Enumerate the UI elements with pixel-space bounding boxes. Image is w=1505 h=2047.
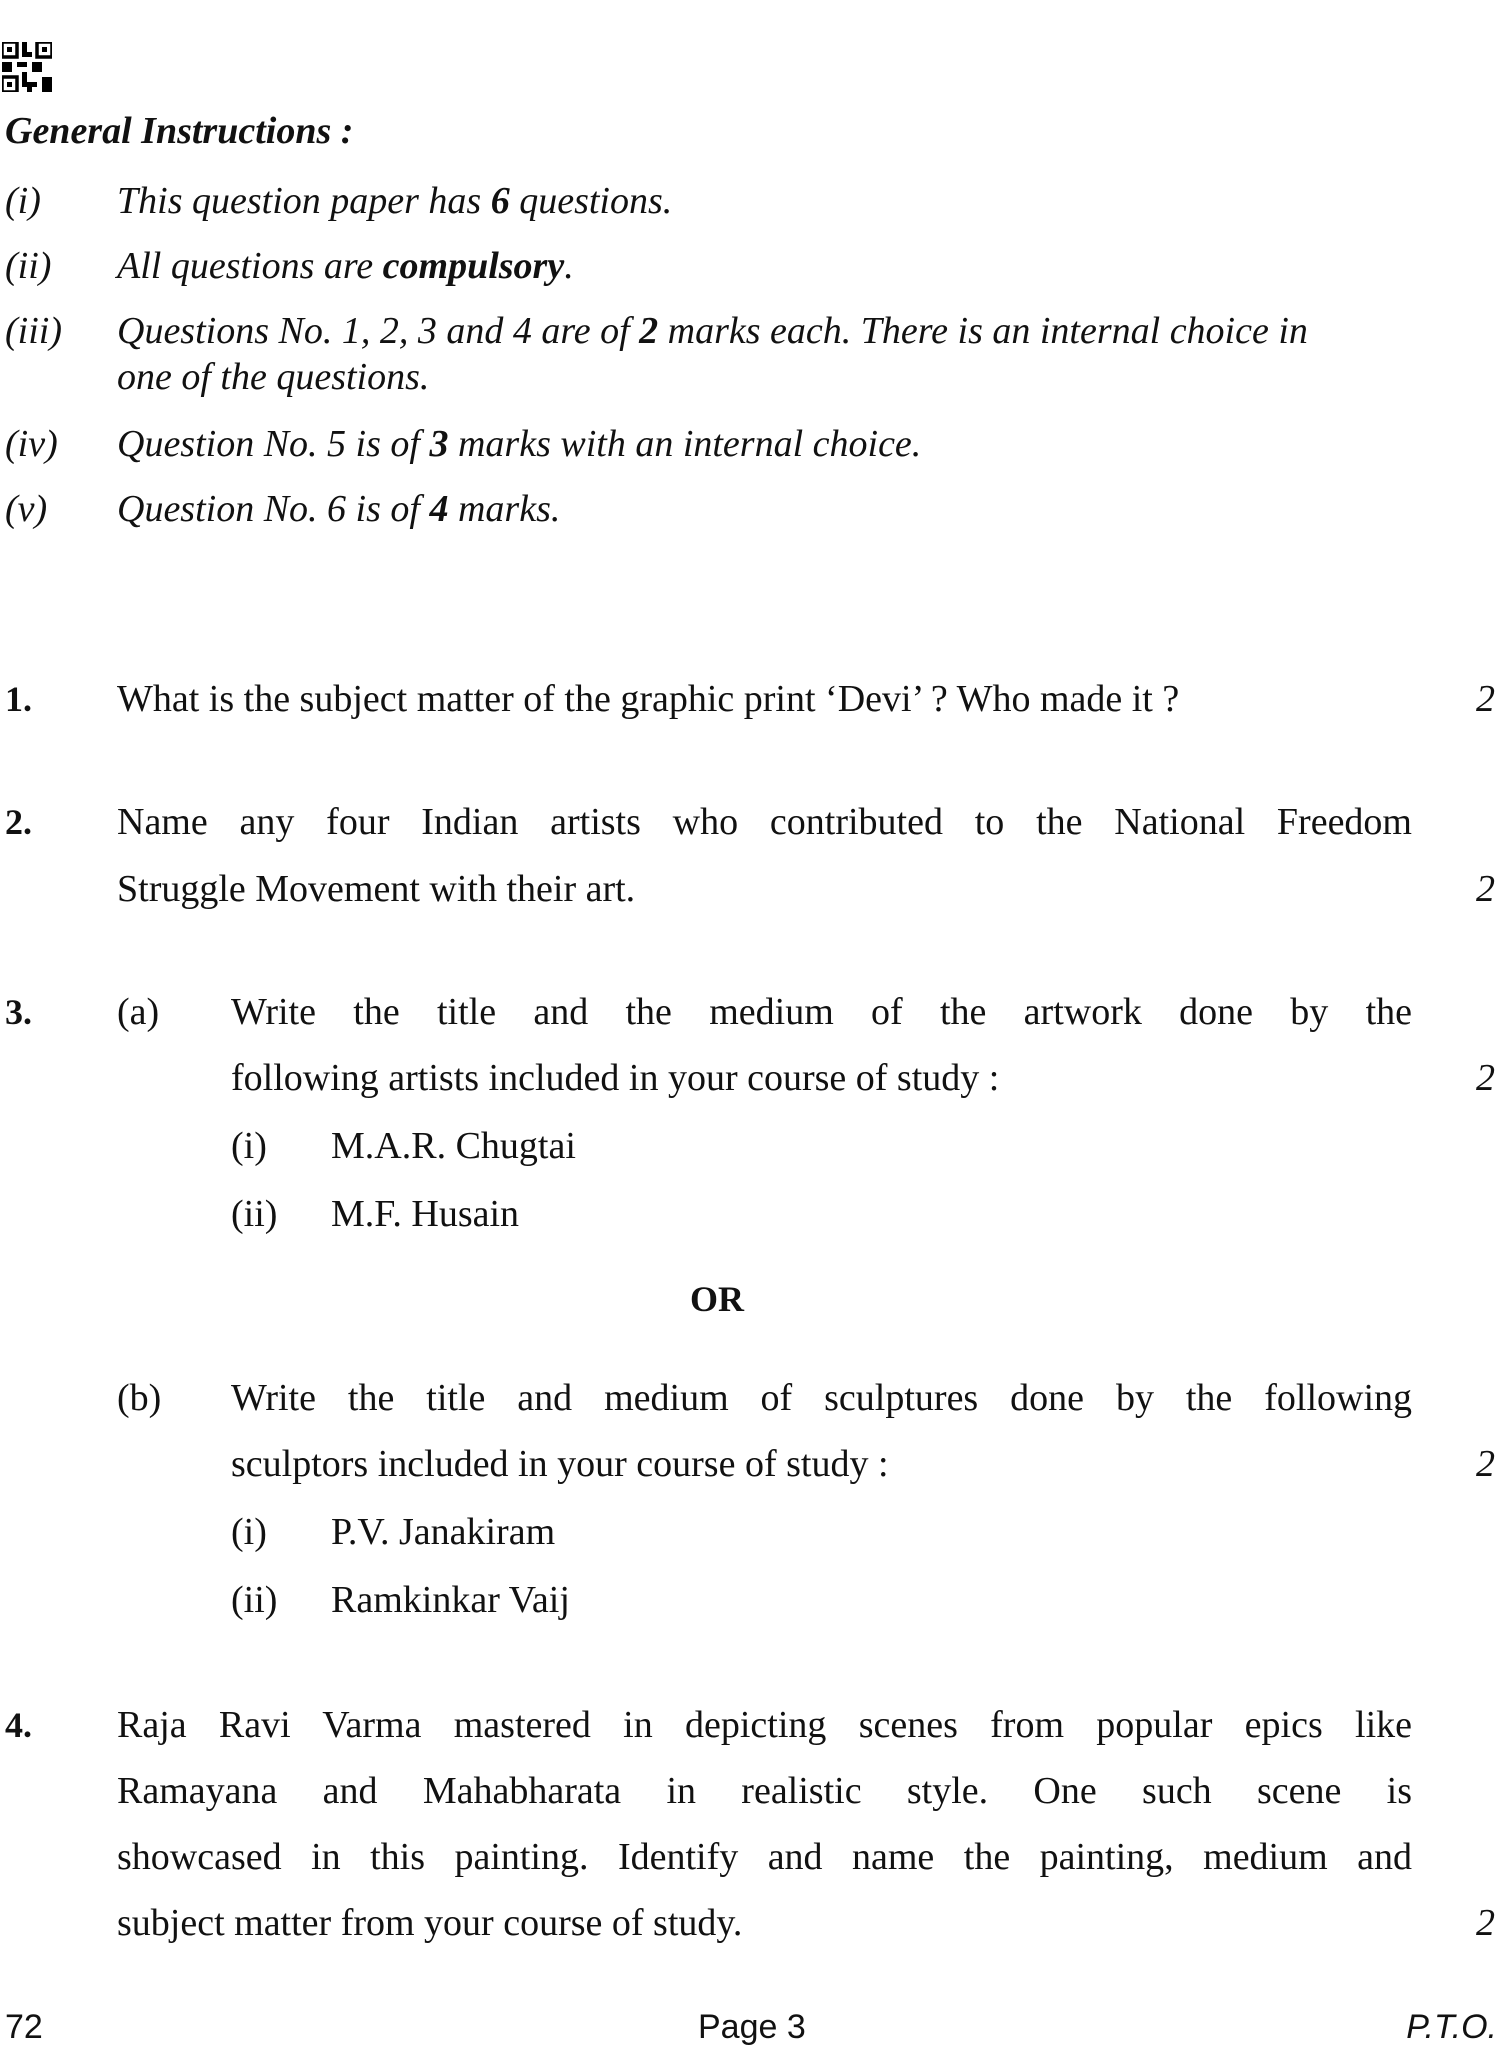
- sculptor-name: Ramkinkar Vaij: [331, 1579, 570, 1621]
- question-text: showcased in this painting. Identify and name the painting, medium and: [117, 1836, 1412, 1878]
- question-number: 2.: [5, 802, 32, 842]
- instruction-item: This question paper has 6 questions.: [117, 180, 673, 222]
- page-number: Page 3: [698, 2008, 806, 2046]
- question-text: Struggle Movement with their art.: [117, 868, 636, 910]
- paper-code: 72: [5, 2008, 43, 2046]
- marks: 2: [1476, 1057, 1495, 1099]
- artist-name: M.F. Husain: [331, 1193, 520, 1235]
- instruction-label: (v): [5, 488, 48, 530]
- marks: 2: [1476, 678, 1495, 720]
- question-text: What is the subject matter of the graphic print ‘Devi’ ? Who made it ?: [117, 678, 1180, 720]
- question-text: following artists included in your course of study :: [231, 1057, 1000, 1099]
- instruction-item: Questions No. 1, 2, 3 and 4 are of 2 marks each. There is an internal choice in: [117, 310, 1308, 352]
- instructions-heading: General Instructions :: [5, 110, 354, 152]
- item-label: (i): [231, 1511, 267, 1553]
- question-text: Ramayana and Mahabharata in realistic style. One such scene is: [117, 1770, 1412, 1812]
- or-divider: OR: [690, 1279, 744, 1319]
- question-text: subject matter from your course of study.: [117, 1902, 743, 1944]
- item-label: (ii): [231, 1193, 278, 1235]
- question-text: Name any four Indian artists who contributed to the National Freedom: [117, 801, 1412, 843]
- question-number: 3.: [5, 992, 32, 1032]
- instruction-label: (i): [5, 180, 41, 222]
- marks: 2: [1476, 1443, 1495, 1485]
- instruction-item: All questions are compulsory.: [117, 245, 574, 287]
- marks: 2: [1476, 1902, 1495, 1944]
- sub-question-label: (b): [117, 1377, 162, 1419]
- item-label: (i): [231, 1125, 267, 1167]
- instruction-item: Question No. 5 is of 3 marks with an internal choice.: [117, 423, 922, 465]
- instruction-label: (iii): [5, 310, 62, 352]
- marks: 2: [1476, 868, 1495, 910]
- instruction-item-continued: one of the questions.: [117, 356, 430, 398]
- question-number: 4.: [5, 1705, 32, 1745]
- pto-label: P.T.O.: [1406, 2008, 1497, 2046]
- instruction-label: (ii): [5, 245, 52, 287]
- question-text: Raja Ravi Varma mastered in depicting scenes from popular epics like: [117, 1704, 1412, 1746]
- sculptor-name: P.V. Janakiram: [331, 1511, 556, 1553]
- question-text: Write the title and medium of sculptures done by the following: [231, 1377, 1412, 1419]
- instruction-label: (iv): [5, 423, 58, 465]
- qr-code-icon: [2, 42, 52, 92]
- question-number: 1.: [5, 679, 32, 719]
- item-label: (ii): [231, 1579, 278, 1621]
- artist-name: M.A.R. Chugtai: [331, 1125, 576, 1167]
- question-text: sculptors included in your course of study :: [231, 1443, 889, 1485]
- sub-question-label: (a): [117, 991, 160, 1033]
- question-text: Write the title and the medium of the artwork done by the: [231, 991, 1412, 1033]
- instruction-item: Question No. 6 is of 4 marks.: [117, 488, 561, 530]
